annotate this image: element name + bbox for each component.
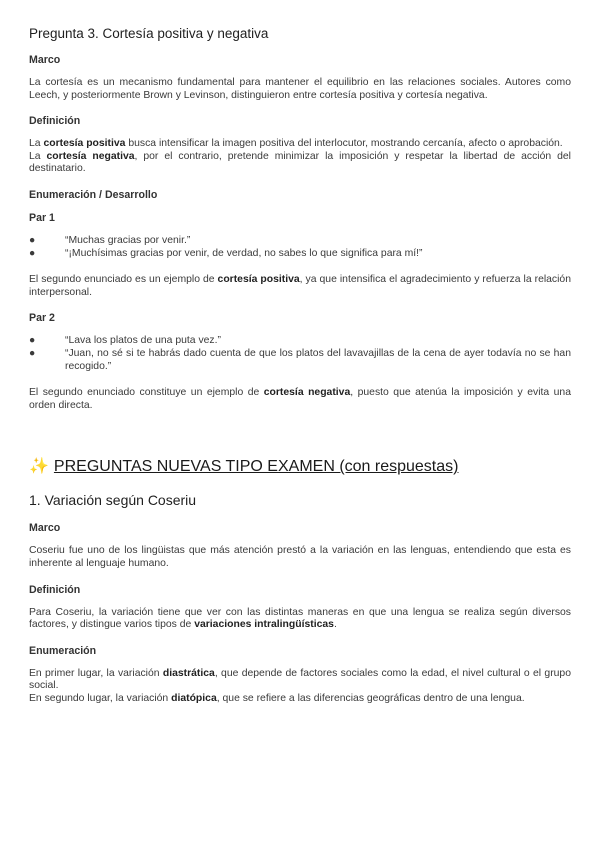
enumeration-first: En primer lugar, la variación diastrática, que depende de factores sociales como la edad, el nivel cultural o el grupo social. <box>29 667 571 692</box>
definition-positive: La cortesía positiva busca intensificar la imagen positiva del interlocutor, mostrando cercanía, afecto o aprobación. <box>29 138 563 150</box>
par-2-explanation: El segundo enunciado constituye un ejemplo de cortesía negativa, puesto que atenúa la imposición y evita una orden directa. <box>29 387 571 411</box>
marco-paragraph-2: Coseriu fue uno de los lingüistas que más atención prestó a la variación en las lenguas, entendiendo que esta es inherente al lenguaje humano. <box>29 545 571 569</box>
par-1-explanation: El segundo enunciado es un ejemplo de cortesía positiva, ya que intensifica el agradecimiento y refuerza la relación interpersonal. <box>29 274 571 298</box>
par-2-heading: Par 2 <box>29 312 55 325</box>
bullet-icon: ● <box>29 247 36 259</box>
bullet-icon: ● <box>29 234 36 246</box>
section-1-title: 1. Variación según Coseriu <box>29 492 197 509</box>
list-item: ● “Lava los platos de una puta vez.” <box>29 335 221 347</box>
bullet-icon: ● <box>29 347 36 359</box>
definicion-heading-2: Definición <box>29 583 81 596</box>
marco-paragraph: La cortesía es un mecanismo fundamental para mantener el equilibrio en las relaciones sociales. Autores como Leech, y posteriormente Brown y Levinson, distinguieron entre cortesía positiva y cortesía negativa. <box>29 77 571 101</box>
definicion-heading: Definición <box>29 115 81 128</box>
par-2-list <box>29 335 571 373</box>
par-1-heading: Par 1 <box>29 211 55 224</box>
enumeracion-heading: Enumeración / Desarrollo <box>29 188 158 201</box>
enumeration-second: En segundo lugar, la variación diatópica, que se refiere a las diferencias geográficas dentro de una lengua. <box>29 692 525 704</box>
list-item: ● “Muchas gracias por venir.” <box>29 234 191 246</box>
enumeracion-heading-2: Enumeración <box>29 644 97 657</box>
sparkle-icon: ✨ <box>29 458 49 476</box>
definition-negative: La cortesía negativa, por el contrario, pretende minimizar la imposición y respetar la libertad de acción del destinatario. <box>29 150 571 175</box>
marco-heading-2: Marco <box>29 522 61 535</box>
bullet-icon: ● <box>29 335 36 347</box>
new-questions-heading <box>29 456 571 476</box>
question-3-title: Pregunta 3. Cortesía positiva y negativa <box>29 26 269 41</box>
new-questions-title: PREGUNTAS NUEVAS TIPO EXAMEN (con respuestas) <box>53 458 459 476</box>
par-1-list <box>29 235 571 260</box>
definition-paragraph-2: Para Coseriu, la variación tiene que ver con las distintas maneras en que una lengua se realiza según diversos factores, y distingue varios tipos de variaciones intralingüísticas. <box>29 606 571 631</box>
list-item: ● “Juan, no sé si te habrás dado cuenta de que los platos del lavavajillas de la cena de ayer todavía no se han recogido.” <box>29 347 571 372</box>
marco-heading: Marco <box>29 54 61 66</box>
list-item: ● “¡Muchísimas gracias por venir, de verdad, no sabes lo que significa para mí!” <box>29 247 423 259</box>
